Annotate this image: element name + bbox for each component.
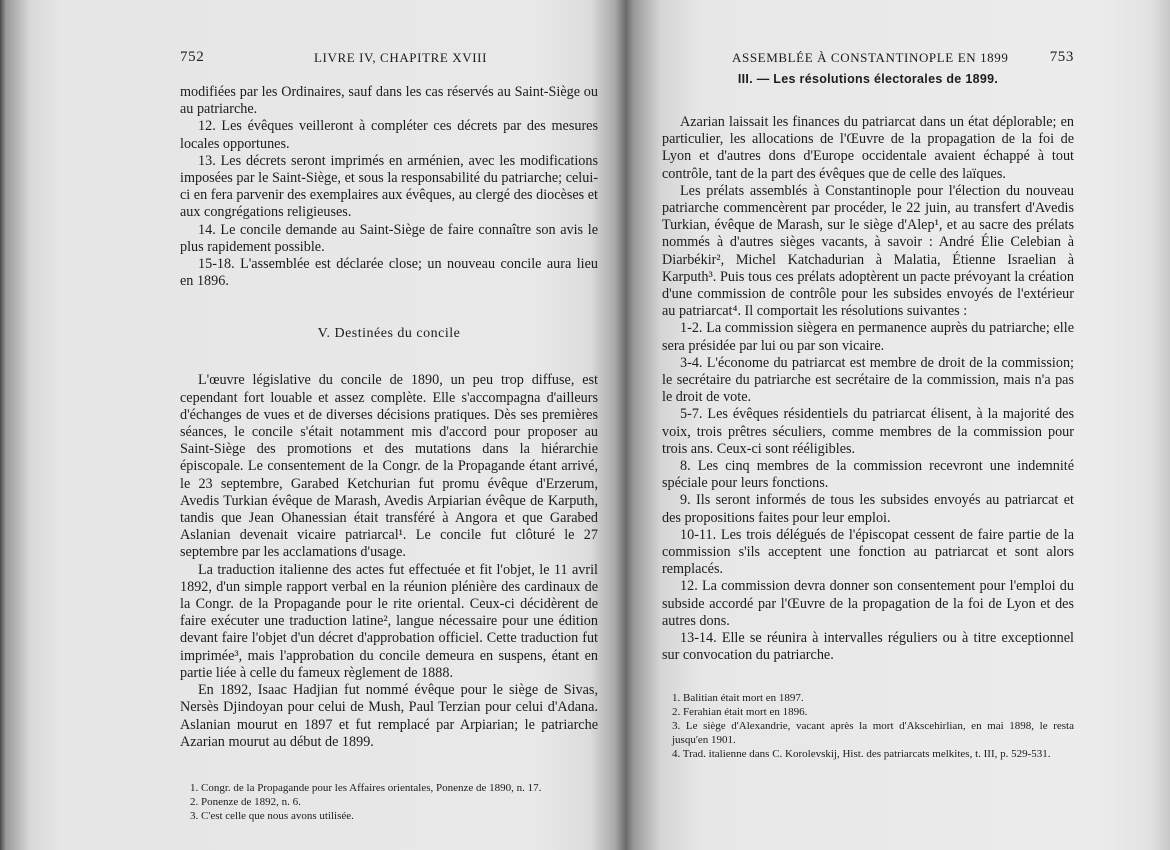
running-title: ASSEMBLÉE À CONSTANTINOPLE EN 1899 bbox=[732, 50, 1009, 65]
paragraph: 14. Le concile demande au Saint-Siège de faire connaître son avis le plus rapidement possible. bbox=[180, 221, 598, 255]
paragraph: 15-18. L'assemblée est déclarée close; un nouveau concile aura lieu en 1896. bbox=[180, 256, 598, 290]
paragraph: 8. Les cinq membres de la commission recevront une indemnité spéciale pour leurs fonctions. bbox=[662, 458, 1074, 492]
paragraph: 13-14. Elle se réunira à intervalles réguliers ou à titre exceptionnel sur convocation du patriarche. bbox=[662, 630, 1074, 664]
paragraph: Azarian laissait les finances du patriarcat dans un état déplorable; en particulier, les allocations de l'Œuvre de la propagation de la foi de Lyon et d'autres dons d'Europe occidentale avaient échappé à tout contrôle, tant de la part des évêques que de celle des laïques. bbox=[662, 114, 1074, 182]
right-page bbox=[626, 0, 1170, 850]
running-head bbox=[180, 50, 598, 70]
footnote: 3. C'est celle que nous avons utilisée. bbox=[190, 809, 354, 822]
paragraph: modifiées par les Ordinaires, sauf dans les cas réservés au Saint-Siège ou au patriarche. bbox=[180, 84, 598, 118]
footnote: 4. Trad. italienne dans C. Korolevskij, Hist. des patriarcats melkites, t. III, p. 529-531. bbox=[672, 747, 1051, 760]
footnotes bbox=[190, 781, 598, 823]
page-number: 753 bbox=[1049, 49, 1074, 65]
footnote: 1. Balitian était mort en 1897. bbox=[672, 691, 804, 704]
paragraph: 12. La commission devra donner son consentement pour l'emploi du subside accordé par l'Œuvre de la propagation de la foi de Lyon et des autres dons. bbox=[662, 578, 1074, 629]
paragraph: L'œuvre législative du concile de 1890, un peu trop diffuse, est cependant fort louable et assez complète. Elle s'accompagna d'ailleurs d'échanges de vues et de diverses décisions pratiques. Dès ses premières séances, le concile s'était notamment mis d'accord pour proposer au Saint-Siège des promotions et des mutations dans la hiérarchie épiscopale. Le consentement de la Congr. de la Propagande étant arrivé, le 23 septembre, Garabed Ketchurian fut promu évêque d'Erzerum, Avedis Turkian évêque de Marash, Avedis Arpiarian évêque de Karputh, tandis que Jean Ohanessian était transféré à Angora et que Garabed Aslanian devenait vicaire patriarcal¹. Le concile fut clôturé le 27 septembre par les acclamations d'usage. bbox=[180, 372, 598, 561]
page-number: 752 bbox=[180, 49, 205, 65]
paragraph: 10-11. Les trois délégués de l'épiscopat cessent de faire partie de la commission s'ils acceptent une fonction au patriarcat et sont alors remplacés. bbox=[662, 526, 1074, 578]
footnote: 3. Le siège d'Alexandrie, vacant après la mort d'Akscehirlian, en mai 1898, le resta jusqu'en 1901. bbox=[672, 719, 1074, 746]
paragraph: 9. Ils seront informés de tous les subsides envoyés au patriarcat et des propositions faites pour leur emploi. bbox=[662, 492, 1074, 526]
paragraph: 3-4. L'économe du patriarcat est membre de droit de la commission; le secrétaire du patriarche est secrétaire de la commission, mais n'a pas le droit de vote. bbox=[662, 354, 1074, 406]
paragraph: 12. Les évêques veilleront à compléter ces décrets par des mesures locales opportunes. bbox=[180, 118, 598, 152]
footnotes bbox=[672, 691, 1074, 761]
section-heading: V. Destinées du concile bbox=[317, 326, 461, 342]
footnote: 2. Ponenze de 1892, n. 6. bbox=[190, 795, 301, 808]
footnote: 1. Congr. de la Propagande pour les Affaires orientales, Ponenze de 1890, n. 17. bbox=[190, 781, 542, 794]
paragraph: 13. Les décrets seront imprimés en arménien, avec les modifications imposées par le Saint-Siège, et sous la responsabilité du patriarche; celui-ci en fera parvenir des exemplaires aux évêques, au clergé des diocèses et aux congrégations religieuses. bbox=[180, 152, 598, 221]
section-heading: III. — Les résolutions électorales de 1899. bbox=[737, 72, 999, 86]
running-head bbox=[662, 50, 1074, 70]
running-title: LIVRE IV, CHAPITRE XVIII bbox=[314, 50, 488, 65]
paragraph: Les prélats assemblés à Constantinople pour l'élection du nouveau patriarche commencèrent par procéder, le 22 juin, au transfert d'Avedis Turkian, évêque de Marash, sur le siège d'Alep¹, et au sacre des prélats nommés à d'autres sièges vacants, à savoir : André Élie Celebian à Diarbékir², Michel Katchadurian à Malatia, Étienne Israelian à Karputh³. Puis tous ces prélats adoptèrent un pacte prévoyant la création d'une commission de contrôle pour les subsides envoyés de l'extérieur au patriarcat⁴. Il comportait les résolutions suivantes : bbox=[662, 182, 1074, 320]
body-text bbox=[180, 84, 598, 751]
paragraph: 5-7. Les évêques résidentiels du patriarcat élisent, à la majorité des voix, trois prêtres séculiers, comme membres de la commission pour trois ans. Ceux-ci sont rééligibles. bbox=[662, 406, 1074, 457]
footnote: 2. Ferahian était mort en 1896. bbox=[672, 705, 808, 718]
paragraph: La traduction italienne des actes fut effectuée et fit l'objet, le 11 avril 1892, d'un simple rapport verbal en la réunion plénière des cardinaux de la Congr. de la Propagande pour le rite oriental. Ceux-ci décidèrent de faire exécuter une traduction latine², langue nécessaire pour une édition devant faire l'objet d'un décret d'approbation officiel. Cette traduction fut imprimée³, mais l'approbation du concile demeura en suspens, étant en partie liée à celle du fameux règlement de 1888. bbox=[180, 561, 598, 681]
body-text bbox=[662, 114, 1074, 665]
paragraph: En 1892, Isaac Hadjian fut nommé évêque pour le siège de Sivas, Nersès Djindoyan pour celui de Mush, Paul Terzian pour celui d'Adana. Aslanian mourut en 1897 et fut remplacé par Arpiarian; le patriarche Azarian mourut au début de 1899. bbox=[180, 682, 598, 750]
paragraph: 1-2. La commission siègera en permanence auprès du patriarche; elle sera présidée par lui ou par son vicaire. bbox=[662, 320, 1074, 354]
